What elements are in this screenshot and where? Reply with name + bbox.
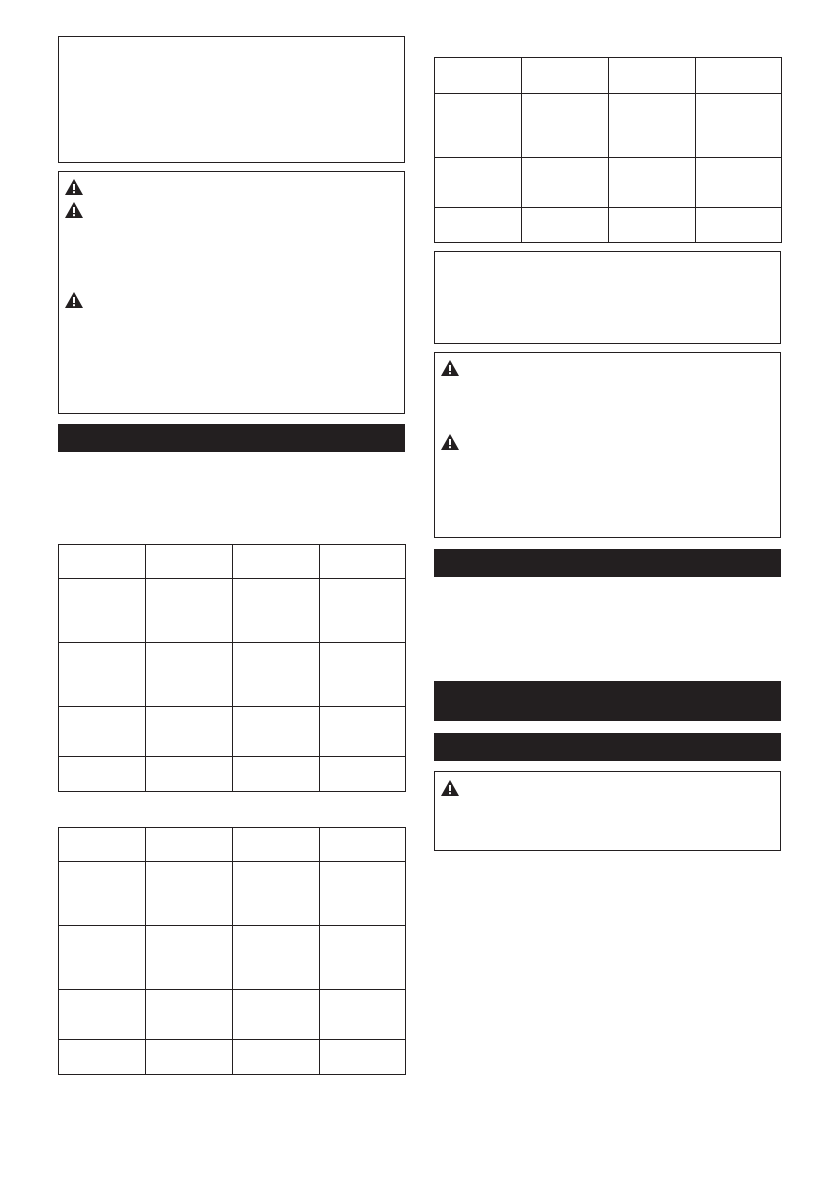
table-cell (320, 828, 406, 862)
table-cell (609, 94, 696, 158)
table-cell (522, 208, 609, 243)
table-cell (320, 926, 406, 990)
table-cell (435, 94, 522, 158)
table-cell (59, 926, 146, 990)
table-row (59, 757, 406, 792)
table-cell (435, 158, 522, 208)
table-cell (233, 757, 320, 792)
table-row (59, 828, 406, 862)
warning-triangle-icon (64, 178, 84, 196)
table-cell (233, 643, 320, 707)
table-cell (146, 757, 233, 792)
table-cell (233, 828, 320, 862)
warning-triangle-icon (440, 359, 460, 377)
section-heading-bar (434, 549, 781, 577)
table-row (59, 643, 406, 707)
table-cell (320, 579, 406, 643)
table-cell (233, 545, 320, 579)
table-cell (696, 208, 782, 243)
table-cell (59, 862, 146, 926)
note-box (58, 36, 405, 163)
warning-box (434, 771, 781, 851)
table-cell (146, 828, 233, 862)
section-heading-bar (58, 424, 405, 452)
table-cell (233, 1040, 320, 1075)
table-cell (320, 757, 406, 792)
table-cell (320, 707, 406, 757)
data-table (58, 827, 406, 1075)
table-cell (609, 158, 696, 208)
warning-box (434, 352, 781, 538)
table-row (435, 94, 782, 158)
table-cell (320, 545, 406, 579)
table-cell (146, 643, 233, 707)
table-cell (522, 94, 609, 158)
note-box (434, 251, 781, 344)
table-row (59, 1040, 406, 1075)
table-cell (320, 643, 406, 707)
table-cell (522, 158, 609, 208)
table-cell (146, 707, 233, 757)
chapter-heading-bar (434, 681, 781, 721)
table-row (59, 707, 406, 757)
table-row (59, 862, 406, 926)
table-cell (146, 1040, 233, 1075)
table-cell (59, 990, 146, 1040)
table-row (59, 990, 406, 1040)
table-cell (233, 579, 320, 643)
table-cell (696, 58, 782, 94)
table-cell (696, 94, 782, 158)
table-cell (146, 545, 233, 579)
table-cell (233, 926, 320, 990)
warning-triangle-icon (440, 779, 460, 797)
table-cell (435, 208, 522, 243)
data-table (434, 57, 782, 243)
table-cell (146, 926, 233, 990)
table-cell (59, 579, 146, 643)
table-cell (59, 828, 146, 862)
warning-triangle-icon (64, 201, 84, 219)
table-cell (696, 158, 782, 208)
table-cell (233, 862, 320, 926)
table-row (59, 545, 406, 579)
table-cell (320, 862, 406, 926)
table-cell (435, 58, 522, 94)
table-cell (59, 643, 146, 707)
table-row (435, 208, 782, 243)
warning-triangle-icon (64, 291, 84, 309)
table-cell (146, 579, 233, 643)
table-cell (522, 58, 609, 94)
table-cell (59, 545, 146, 579)
table-cell (59, 757, 146, 792)
table-row (59, 926, 406, 990)
section-heading-bar (434, 733, 781, 761)
table-cell (320, 1040, 406, 1075)
table-cell (609, 58, 696, 94)
warning-box (58, 171, 405, 414)
table-row (435, 58, 782, 94)
warning-triangle-icon (440, 433, 460, 451)
data-table (58, 544, 406, 792)
table-cell (146, 862, 233, 926)
table-cell (59, 1040, 146, 1075)
table-cell (146, 990, 233, 1040)
table-cell (233, 707, 320, 757)
table-row (59, 579, 406, 643)
table-cell (233, 990, 320, 1040)
table-row (435, 158, 782, 208)
table-cell (320, 990, 406, 1040)
table-cell (609, 208, 696, 243)
table-cell (59, 707, 146, 757)
